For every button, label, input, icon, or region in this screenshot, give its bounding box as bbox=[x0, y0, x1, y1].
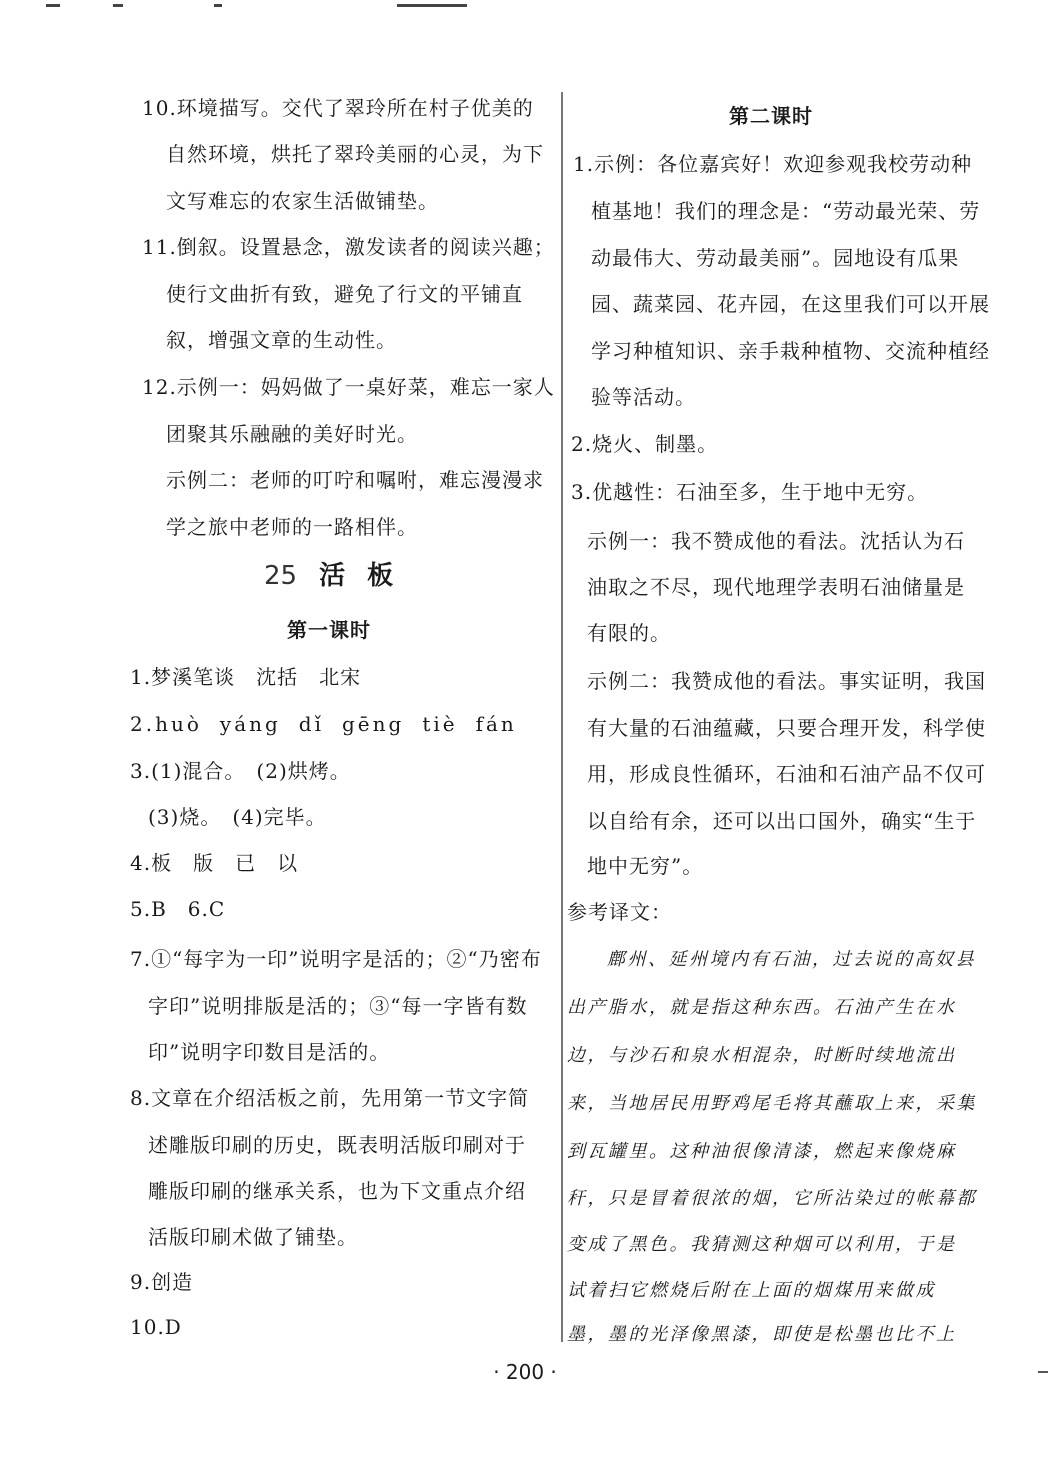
answer-line: 叙，增强文章的生动性。 bbox=[166, 328, 397, 352]
translation-line: 试着扫它燃烧后附在上面的烟煤用来做成 bbox=[567, 1280, 936, 1301]
translation-line: 秆，只是冒着很浓的烟，它所沾染过的帐幕都 bbox=[567, 1188, 977, 1209]
answer-line: 雕版印刷的继承关系，也为下文重点介绍 bbox=[148, 1179, 526, 1203]
answer-line: 10.D bbox=[130, 1315, 182, 1339]
pinyin-item: fán bbox=[475, 712, 517, 736]
answer-line: 文写难忘的农家生活做铺垫。 bbox=[166, 189, 439, 213]
answer-line: 11.倒叙。设置悬念，激发读者的阅读兴趣； bbox=[142, 235, 555, 259]
pinyin-item: gēng bbox=[342, 712, 405, 736]
lesson-name: 活板 bbox=[319, 561, 416, 591]
translation-line: 墨，墨的光泽像黑漆，即使是松墨也比不上 bbox=[567, 1324, 957, 1345]
answer-line: 2.烧火、制墨。 bbox=[571, 432, 719, 456]
answer-line: 1.示例：各位嘉宾好！欢迎参观我校劳动种 bbox=[573, 152, 973, 176]
answer-line: 3.优越性：石油至多，生于地中无穷。 bbox=[571, 480, 929, 504]
answer-line: 学习种植知识、亲手栽种植物、交流种植经 bbox=[591, 339, 990, 363]
translation-line: 来，当地居民用野鸡尾毛将其蘸取上来，采集 bbox=[567, 1093, 977, 1114]
answer-line: 动最伟大、劳动最美丽”。园地设有瓜果 bbox=[591, 246, 960, 270]
answer-line: 油取之不尽，现代地理学表明石油储量是 bbox=[587, 575, 965, 599]
pinyin-item: dǐ bbox=[298, 712, 324, 736]
column-divider bbox=[561, 92, 563, 1342]
answer-line: (3)烧。 (4)完毕。 bbox=[148, 805, 327, 829]
pinyin-line bbox=[130, 710, 535, 738]
section-title: 第一课时 bbox=[287, 618, 371, 642]
answer-line: 7.①“每字为一印”说明字是活的；②“乃密布 bbox=[130, 947, 542, 971]
answer-line: 以自给有余，还可以出口国外，确实“生于 bbox=[587, 809, 977, 833]
answer-line: 述雕版印刷的历史，既表明活版印刷对于 bbox=[148, 1133, 526, 1157]
translation-line: 变成了黑色。我猜测这种烟可以利用，于是 bbox=[567, 1234, 957, 1255]
answer-line: 用，形成良性循环，石油和石油产品不仅可 bbox=[587, 762, 986, 786]
translation-line: 边，与沙石和泉水相混杂，时断时续地流出 bbox=[567, 1045, 957, 1066]
section-title: 第二课时 bbox=[729, 104, 813, 128]
translation-heading: 参考译文： bbox=[567, 900, 672, 924]
answer-line: 9.创造 bbox=[130, 1270, 194, 1294]
page-number: · 200 · bbox=[493, 1360, 557, 1384]
answer-line: 3.(1)混合。 (2)烘烤。 bbox=[130, 759, 351, 783]
answer-line: 自然环境，烘托了翠玲美丽的心灵，为下 bbox=[166, 142, 544, 166]
answer-line: 有大量的石油蕴藏，只要合理开发，科学使 bbox=[587, 716, 986, 740]
answer-line: 团聚其乐融融的美好时光。 bbox=[166, 422, 418, 446]
answer-line: 8.文章在介绍活板之前，先用第一节文字简 bbox=[130, 1086, 530, 1110]
scan-edge-mark bbox=[1038, 1371, 1048, 1373]
answer-line: 园、蔬菜园、花卉园，在这里我们可以开展 bbox=[591, 292, 990, 316]
lesson-title bbox=[264, 562, 415, 590]
translation-line: 鄜州、延州境内有石油，过去说的高奴县 bbox=[607, 949, 976, 970]
pinyin-item: yáng bbox=[219, 712, 281, 736]
answer-line: 4.板 版 已 以 bbox=[130, 851, 299, 875]
answer-line: 1.梦溪笔谈 沈括 北宋 bbox=[130, 665, 362, 689]
answer-line: 示例二：老师的叮咛和嘱咐，难忘漫漫求 bbox=[166, 468, 544, 492]
translation-line: 到瓦罐里。这种油很像清漆，燃起来像烧麻 bbox=[567, 1141, 957, 1162]
answer-line: 使行文曲折有致，避免了行文的平铺直 bbox=[166, 282, 523, 306]
answer-line: 活版印刷术做了铺垫。 bbox=[148, 1225, 358, 1249]
answer-line: 示例一：我不赞成他的看法。沈括认为石 bbox=[587, 529, 965, 553]
answer-line: 有限的。 bbox=[587, 621, 671, 645]
translation-line: 出产脂水，就是指这种东西。石油产生在水 bbox=[567, 997, 957, 1018]
pinyin-item: tiè bbox=[422, 712, 458, 736]
answer-line: 5.B 6.C bbox=[130, 897, 226, 921]
answer-line: 12.示例一：妈妈做了一桌好菜，难忘一家人 bbox=[142, 375, 555, 399]
lesson-number: 25 bbox=[264, 561, 298, 591]
answer-line: 植基地！我们的理念是：“劳动最光荣、劳 bbox=[591, 199, 981, 223]
answer-line: 印”说明字印数目是活的。 bbox=[148, 1040, 391, 1064]
answer-line: 地中无穷”。 bbox=[587, 854, 704, 878]
answer-line: 学之旅中老师的一路相伴。 bbox=[166, 515, 418, 539]
answer-line: 示例二：我赞成他的看法。事实证明，我国 bbox=[587, 669, 986, 693]
pinyin-item: 2.huò bbox=[130, 712, 202, 736]
answer-line: 验等活动。 bbox=[591, 385, 696, 409]
answer-line: 10.环境描写。交代了翠玲所在村子优美的 bbox=[142, 96, 534, 120]
answer-line: 字印”说明排版是活的；③“每一字皆有数 bbox=[148, 994, 528, 1018]
